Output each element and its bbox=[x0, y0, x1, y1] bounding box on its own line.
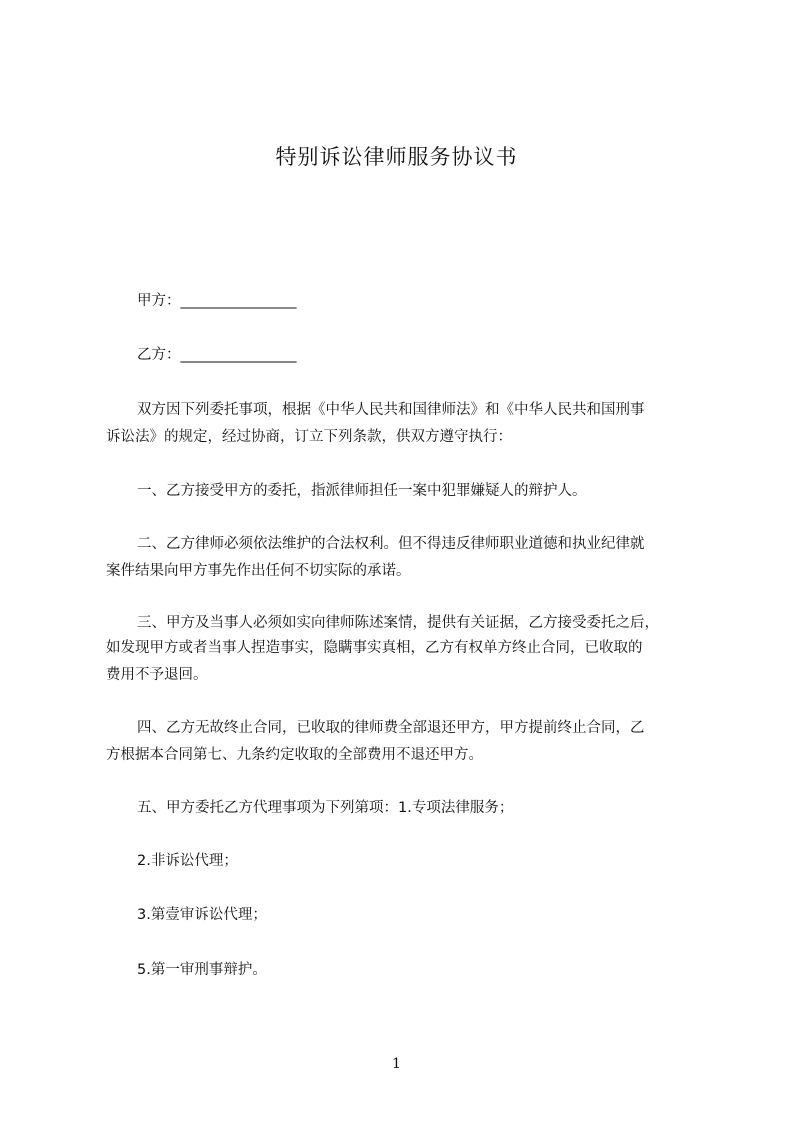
clause-3-line-1: 三、甲方及当事人必须如实向律师陈述案情，提供有关证据，乙方接受委托之后， bbox=[137, 615, 659, 631]
clause-2-line-2: 案件结果向甲方事先作出任何不切实际的承诺。 bbox=[106, 563, 411, 579]
clause-3-line-3: 费用不予退回。 bbox=[106, 667, 208, 683]
party-a-line: 甲方：________________ bbox=[137, 293, 297, 309]
service-item-2: 2.非诉讼代理； bbox=[137, 853, 238, 869]
service-item-3: 3.第壹审诉讼代理； bbox=[137, 907, 267, 923]
clause-4-line-1: 四、乙方无故终止合同，已收取的律师费全部退还甲方，甲方提前终止合同，乙 bbox=[137, 720, 645, 736]
clause-5-line: 五、甲方委托乙方代理事项为下列第项：1.专项法律服务； bbox=[137, 800, 514, 816]
clause-1-line-1: 一、乙方接受甲方的委托，指派律师担任一案中犯罪嫌疑人的辩护人。 bbox=[137, 483, 587, 499]
intro-line-1: 双方因下列委托事项，根据《中华人民共和国律师法》和《中华人民共和国刑事 bbox=[137, 402, 645, 418]
clause-3-line-2: 如发现甲方或者当事人捏造事实，隐瞒事实真相，乙方有权单方终止合同，已收取的 bbox=[106, 640, 643, 656]
clause-2-line-1: 二、乙方律师必须依法维护的合法权利。但不得违反律师职业道德和执业纪律就 bbox=[137, 536, 645, 552]
service-item-5: 5.第一审刑事辩护。 bbox=[137, 962, 267, 978]
clause-4-line-2: 方根据本合同第七、九条约定收取的全部费用不退还甲方。 bbox=[106, 747, 483, 763]
party-b-line: 乙方：________________ bbox=[137, 347, 297, 363]
intro-line-2: 诉讼法》的规定，经过协商，订立下列条款，供双方遵守执行： bbox=[106, 429, 512, 445]
page-number: 1 bbox=[392, 1056, 401, 1072]
document-title: 特别诉讼律师服务协议书 bbox=[275, 145, 518, 169]
